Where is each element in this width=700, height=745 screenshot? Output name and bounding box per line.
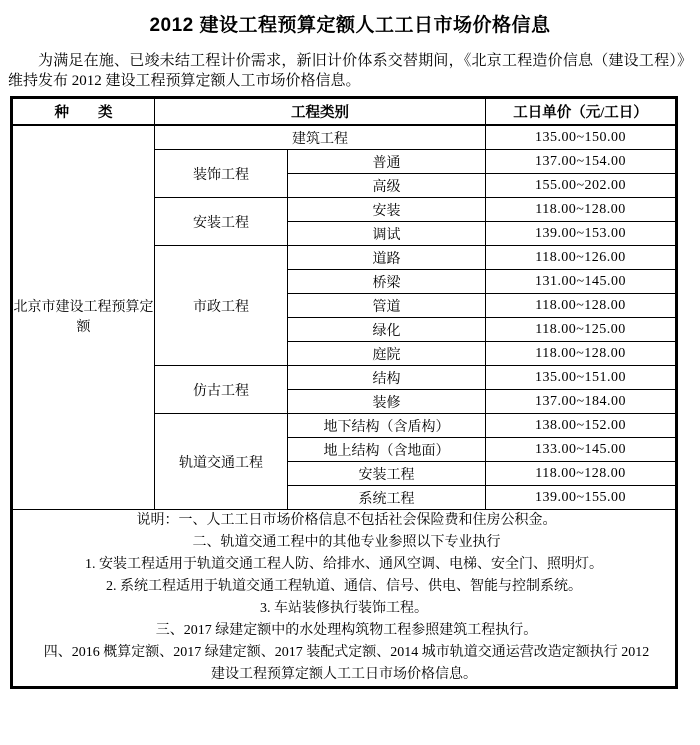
- subtype-cell: 庭院: [288, 342, 486, 366]
- subtype-cell: 安装工程: [288, 462, 486, 486]
- price-cell: 131.00~145.00: [486, 270, 677, 294]
- note-line: 说明：一、人工工日市场价格信息不包括社会保险费和住房公积金。: [136, 513, 557, 528]
- subtype-cell: 桥梁: [288, 270, 486, 294]
- note-line: 3. 车站装修执行装饰工程。: [260, 601, 428, 616]
- notes-row: [12, 510, 677, 688]
- price-cell: 118.00~128.00: [486, 462, 677, 486]
- subtype-cell: 普通: [288, 150, 486, 174]
- price-cell: 118.00~125.00: [486, 318, 677, 342]
- category-cell: 北京市建设工程预算定额: [12, 125, 155, 510]
- subtype-cell: 绿化: [288, 318, 486, 342]
- price-cell: 139.00~153.00: [486, 222, 677, 246]
- price-cell: 137.00~184.00: [486, 390, 677, 414]
- price-cell: 138.00~152.00: [486, 414, 677, 438]
- note-line: 四、2016 概算定额、2017 绿建定额、2017 装配式定额、2014 城市轨道交通运营改造定额执行 2012: [43, 645, 650, 660]
- group-cell: 建筑工程: [155, 125, 486, 150]
- price-cell: 133.00~145.00: [486, 438, 677, 462]
- price-cell: 139.00~155.00: [486, 486, 677, 510]
- subtype-cell: 地上结构（含地面）: [288, 438, 486, 462]
- price-table: [10, 96, 678, 689]
- page-title: 2012 建设工程预算定额人工工日市场价格信息: [149, 15, 551, 36]
- note-line: 二、轨道交通工程中的其他专业参照以下专业执行: [192, 535, 501, 550]
- subtype-cell: 地下结构（含盾构）: [288, 414, 486, 438]
- price-cell: 155.00~202.00: [486, 174, 677, 198]
- table-row: [12, 125, 677, 150]
- group-cell: 装饰工程: [155, 150, 288, 198]
- subtype-cell: 管道: [288, 294, 486, 318]
- note-line: 2. 系统工程适用于轨道交通工程轨道、通信、信号、供电、智能与控制系统。: [106, 579, 582, 594]
- subtype-cell: 调试: [288, 222, 486, 246]
- price-cell: 118.00~128.00: [486, 342, 677, 366]
- price-cell: 135.00~150.00: [486, 125, 677, 150]
- note-line: 三、2017 绿建定额中的水处理构筑物工程参照建筑工程执行。: [155, 623, 538, 638]
- note-line: 1. 安装工程适用于轨道交通工程人防、给排水、通风空调、电梯、安全门、照明灯。: [85, 557, 603, 572]
- group-cell: 轨道交通工程: [155, 414, 288, 510]
- price-table-header: [12, 98, 677, 126]
- group-cell: 仿古工程: [155, 366, 288, 414]
- price-cell: 118.00~128.00: [486, 294, 677, 318]
- price-cell: 137.00~154.00: [486, 150, 677, 174]
- group-cell: 安装工程: [155, 198, 288, 246]
- header-work-type: 工程类别: [155, 98, 486, 126]
- subtype-cell: 装修: [288, 390, 486, 414]
- group-cell: 市政工程: [155, 246, 288, 366]
- header-unit-price: 工日单价（元/工日）: [486, 98, 677, 126]
- price-table-body: [12, 125, 677, 688]
- notes-cell: [12, 510, 677, 688]
- subtype-cell: 结构: [288, 366, 486, 390]
- header-category: 种 类: [12, 98, 155, 126]
- price-cell: 118.00~128.00: [486, 198, 677, 222]
- subtype-cell: 安装: [288, 198, 486, 222]
- subtype-cell: 高级: [288, 174, 486, 198]
- price-cell: 135.00~151.00: [486, 366, 677, 390]
- document-page: [0, 10, 700, 689]
- intro-paragraph: 为满足在施、已竣未结工程计价需求，新旧计价体系交替期间，《北京工程造价信息（建设工程）》维持发布 2012 建设工程预算定额人工市场价格信息。: [8, 53, 692, 89]
- note-line: 建设工程预算定额人工工日市场价格信息。: [211, 667, 477, 682]
- subtype-cell: 道路: [288, 246, 486, 270]
- subtype-cell: 系统工程: [288, 486, 486, 510]
- header-row: [12, 98, 677, 126]
- price-cell: 118.00~126.00: [486, 246, 677, 270]
